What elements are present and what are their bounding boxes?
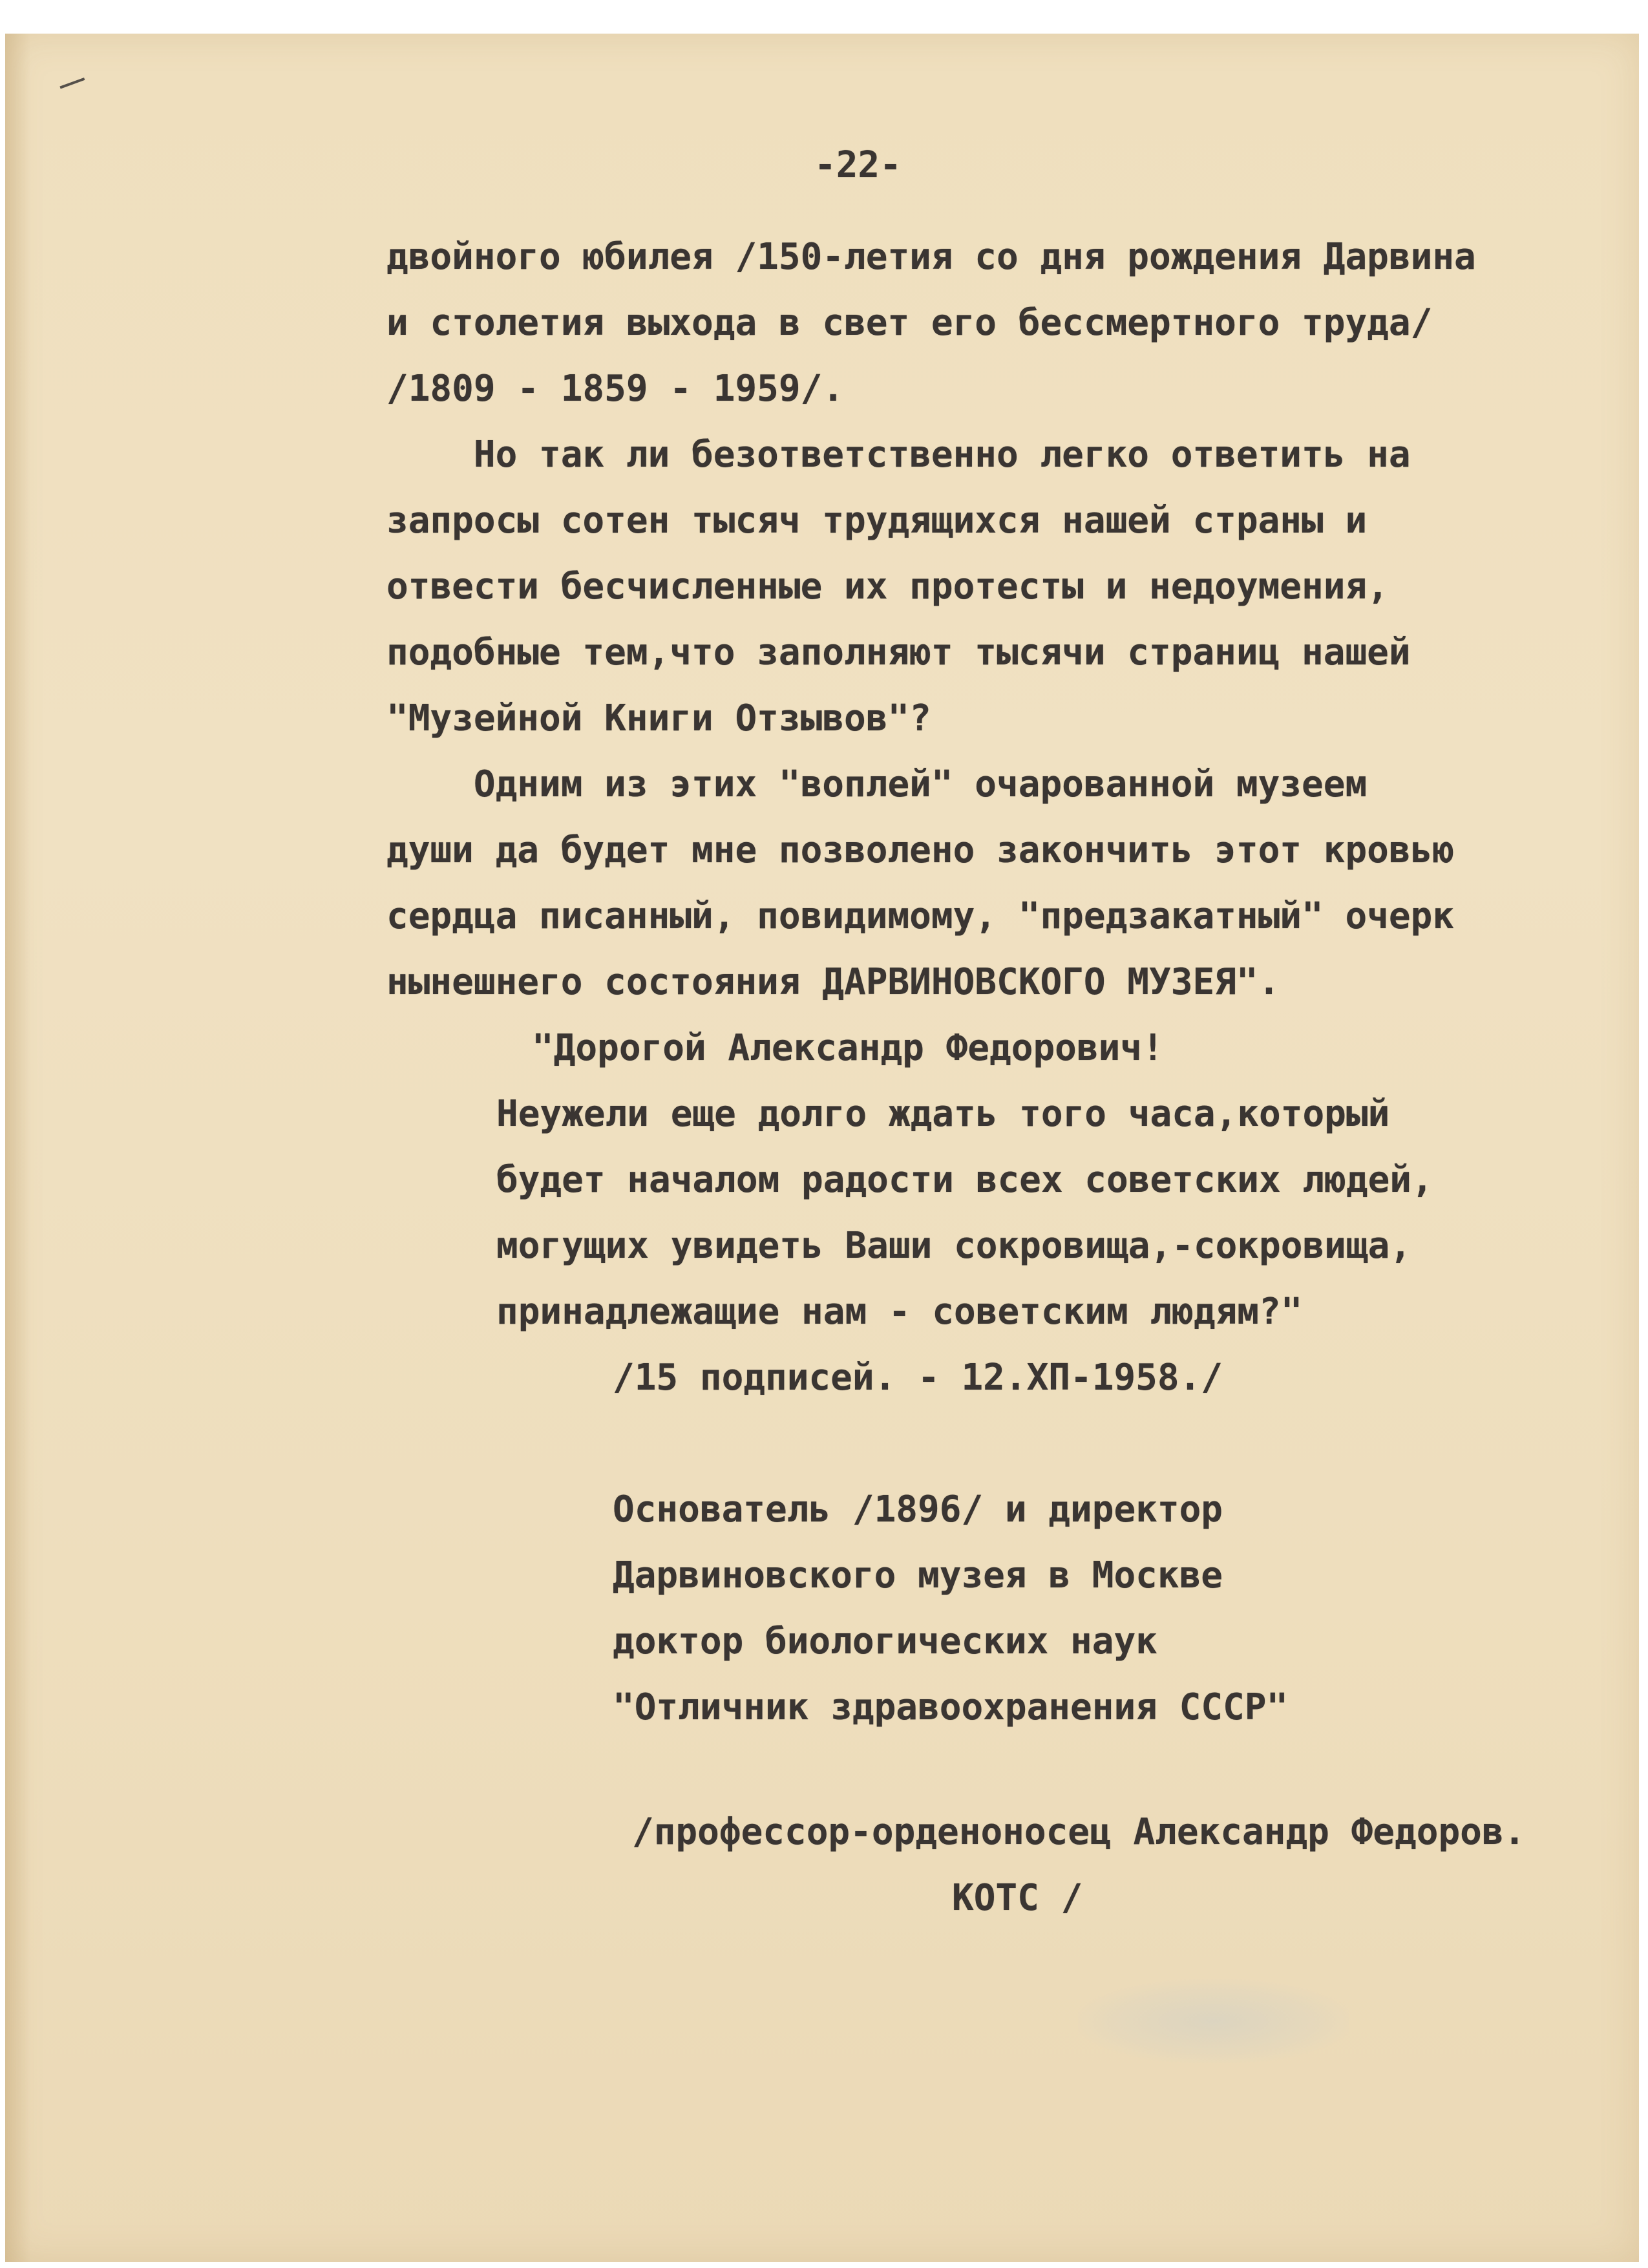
quote-line: принадлежащие нам - советским людям?"	[496, 1291, 1303, 1333]
author-name-line: /профессор-орденоносец Александр Федоров.	[632, 1811, 1526, 1853]
author-line: Дарвиновского музея в Москве	[613, 1554, 1223, 1596]
author-line: Основатель /1896/ и директор	[613, 1489, 1223, 1531]
text-line: и столетия выхода в свет его бессмертного труда/	[386, 302, 1433, 344]
text-line: /1809 - 1859 - 1959/.	[386, 368, 845, 410]
document-page	[5, 34, 1639, 2262]
quote-line: "Дорогой Александр Федорович!	[532, 1027, 1164, 1069]
faded-stamp	[1078, 1979, 1349, 2063]
text-line: отвести бесчисленные их протесты и недоумения,	[386, 566, 1389, 608]
author-line: доктор биологических наук	[613, 1620, 1157, 1662]
page-number: -22-	[814, 144, 902, 186]
quote-signature: /15 подписей. - 12.ХП-1958./	[613, 1357, 1223, 1399]
quote-line: будет началом радости всех советских людей,	[496, 1159, 1433, 1201]
text-line: нынешнего состояния ДАРВИНОВСКОГО МУЗЕЯ".	[386, 961, 1280, 1003]
author-line: "Отличник здравоохранения СССР"	[613, 1686, 1289, 1728]
author-name-line: КОТС /	[952, 1877, 1083, 1919]
text-line: Но так ли безответственно легко ответить на	[386, 434, 1411, 476]
text-line: запросы сотен тысяч трудящихся нашей страны и	[386, 500, 1368, 542]
quote-line: могущих увидеть Ваши сокровища,-сокровища,	[496, 1225, 1412, 1267]
text-line: подобные тем,что заполняют тысячи страниц нашей	[386, 631, 1411, 673]
page-edge-shadow	[5, 34, 31, 2262]
text-line: "Музейной Книги Отзывов"?	[386, 697, 931, 739]
text-line: Одним из этих "воплей" очарованной музеем	[386, 763, 1368, 805]
quote-line: Неужели еще долго ждать того часа,который	[496, 1093, 1390, 1135]
text-line: души да будет мне позволено закончить этот кровью	[386, 829, 1455, 871]
text-line: сердца писанный, повидимому, "предзакатный" очерк	[386, 895, 1455, 937]
corner-pencil-mark	[59, 78, 90, 103]
text-line: двойного юбилея /150-летия со дня рождения Дарвина	[386, 236, 1476, 278]
